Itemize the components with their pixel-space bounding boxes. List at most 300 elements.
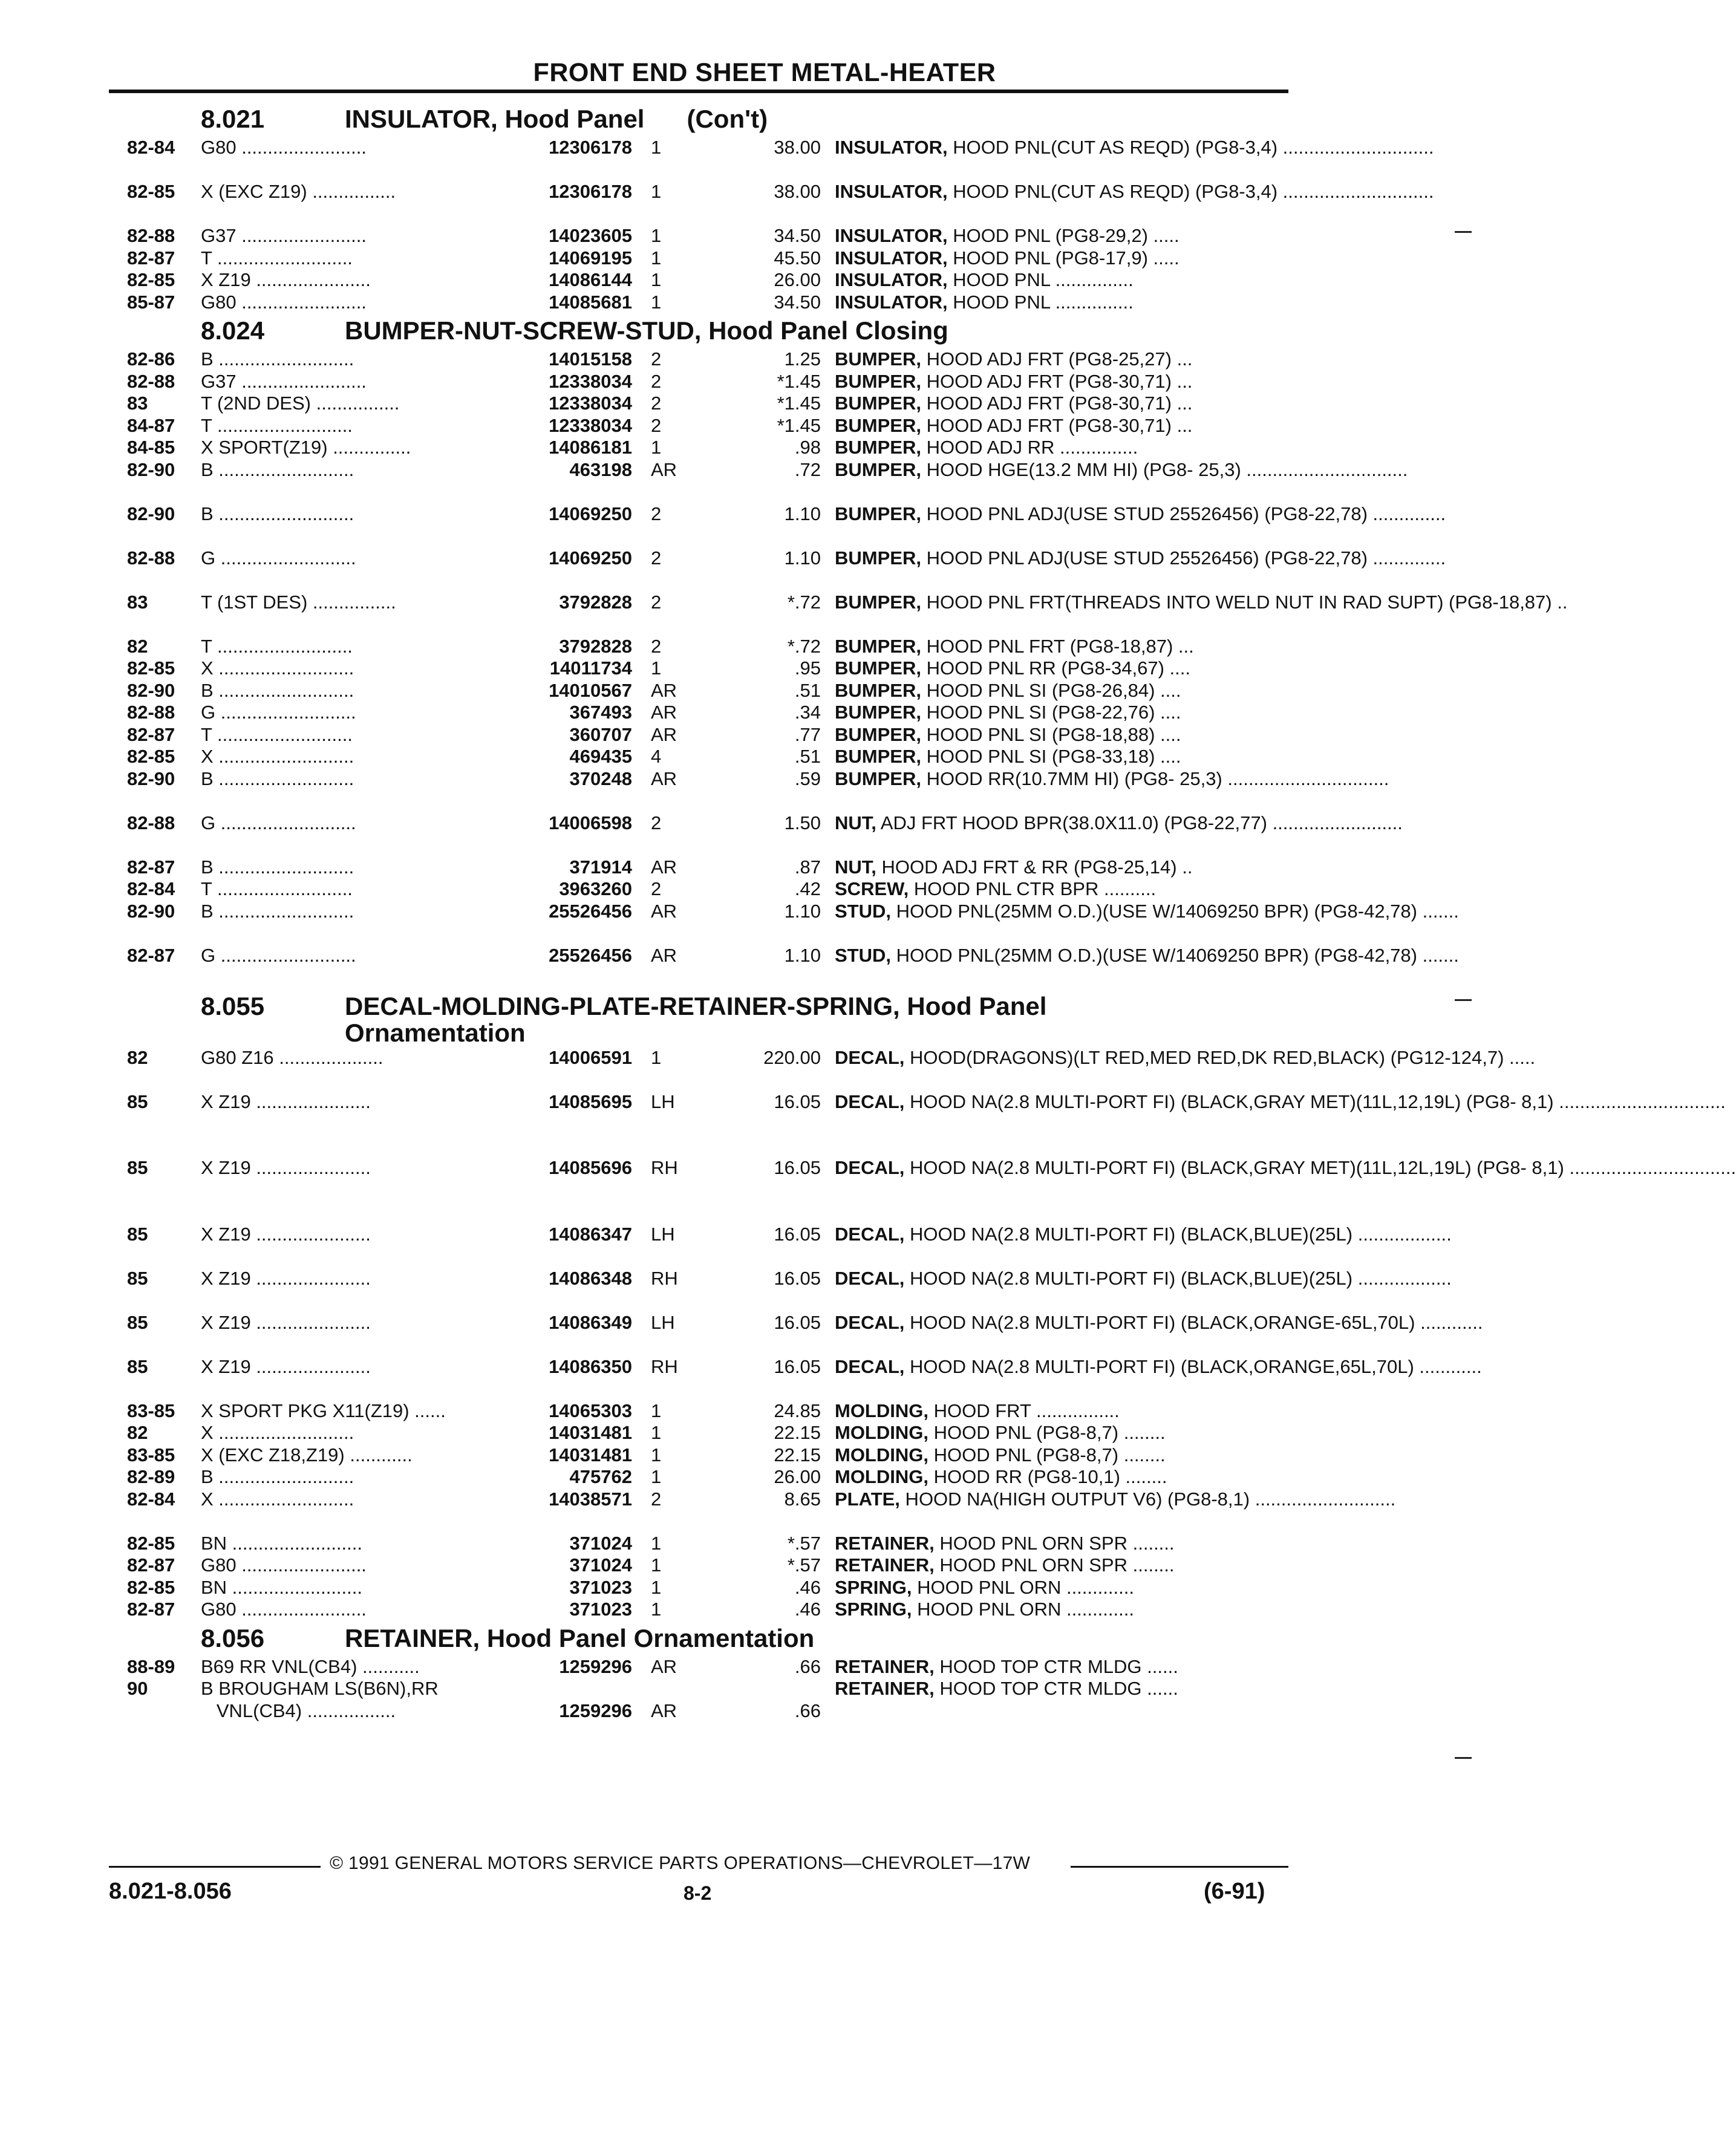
- model-years: 82-87: [127, 944, 175, 966]
- price: 1.10: [784, 503, 821, 524]
- part-entry: [103, 1599, 1288, 1621]
- description: [835, 1488, 1396, 1511]
- description-keyword: DECAL,: [835, 1223, 905, 1245]
- description-text: [835, 1488, 1396, 1511]
- model-years: 85: [127, 1267, 148, 1289]
- footer-rule-right: [1071, 1866, 1288, 1868]
- description: [835, 437, 1282, 459]
- description-text: [835, 1046, 1536, 1069]
- description-text: [835, 547, 1446, 570]
- usage: BN .........................: [201, 1576, 362, 1598]
- description: [835, 269, 1282, 292]
- footer-edition: (6-91): [1204, 1879, 1265, 1904]
- description: [835, 1091, 1726, 1113]
- description-keyword: RETAINER,: [835, 1655, 935, 1677]
- model-years: 82-90: [127, 503, 175, 524]
- description-keyword: BUMPER,: [835, 414, 921, 436]
- model-years: 82: [127, 1046, 148, 1068]
- part-number: 371024: [569, 1554, 632, 1576]
- part-number: 14015158: [549, 348, 632, 370]
- part-entry: [103, 437, 1288, 459]
- description-keyword: MOLDING,: [835, 1466, 928, 1487]
- usage: X Z19 ......................: [201, 1267, 371, 1289]
- model-years: 85: [127, 1311, 148, 1333]
- model-years: 83-85: [127, 1444, 175, 1466]
- description: [835, 458, 1408, 481]
- description-keyword: BUMPER,: [835, 458, 921, 480]
- description: [835, 1444, 1282, 1467]
- description-text: [835, 856, 1282, 879]
- price: 26.00: [774, 1466, 821, 1487]
- part-entry: [103, 1267, 1452, 1312]
- model-years: 85: [127, 1091, 148, 1112]
- description-text: [835, 1422, 1282, 1444]
- description-text: [835, 1599, 1282, 1621]
- model-years: 82-90: [127, 458, 175, 480]
- price: 1.10: [784, 944, 821, 966]
- price: 16.05: [774, 1355, 821, 1377]
- usage: X ..........................: [201, 1422, 354, 1443]
- quantity: AR: [651, 458, 677, 480]
- model-years: 83: [127, 591, 148, 613]
- model-years: 85-87: [127, 291, 175, 313]
- description-keyword: DECAL,: [835, 1046, 905, 1068]
- description: [835, 371, 1282, 393]
- price: .77: [794, 723, 821, 745]
- part-number: 371024: [569, 1532, 632, 1554]
- description-text: [835, 724, 1282, 746]
- part-entry: [103, 348, 1288, 371]
- quantity: AR: [651, 1700, 677, 1721]
- description-keyword: MOLDING,: [835, 1400, 928, 1421]
- part-number: 1259296: [559, 1700, 632, 1721]
- part-number: 14086144: [549, 269, 632, 290]
- part-number: 14069250: [549, 547, 632, 569]
- part-number: 371914: [569, 856, 632, 878]
- description-detail: HOOD PNL(25MM O.D.)(USE W/14069250 BPR) (PG8-42,78) .......: [891, 900, 1459, 922]
- price: 22.15: [774, 1422, 821, 1443]
- quantity: 2: [651, 591, 662, 613]
- quantity: 1: [651, 1466, 662, 1487]
- price: .46: [794, 1576, 821, 1598]
- description-detail: HOOD NA(2.8 MULTI-PORT FI) (BLACK,BLUE)(25L) ..................: [904, 1223, 1452, 1245]
- description-text: [835, 503, 1446, 526]
- part-number: 3963260: [559, 878, 632, 899]
- part-number: 3792828: [559, 635, 632, 657]
- description-keyword: BUMPER,: [835, 547, 921, 569]
- section-header: [103, 313, 1288, 348]
- part-entry: [103, 181, 1434, 225]
- description-detail: HOOD PNL RR (PG8-34,67) ....: [921, 657, 1190, 679]
- description-keyword: BUMPER,: [835, 746, 921, 767]
- part-entry: [103, 636, 1288, 658]
- price: .34: [794, 702, 821, 723]
- description-detail: HOOD PNL(CUT AS REQD) (PG8-3,4) .............................: [947, 137, 1434, 158]
- part-number: 367493: [569, 702, 632, 723]
- usage: B69 RR VNL(CB4) ...........: [201, 1655, 420, 1677]
- usage: G ..........................: [201, 547, 356, 569]
- usage: T ..........................: [201, 635, 353, 657]
- part-number: 14023605: [549, 225, 632, 246]
- part-entry: [103, 1355, 1482, 1400]
- description: [835, 1223, 1452, 1246]
- description-keyword: BUMPER,: [835, 702, 921, 723]
- usage: T (2ND DES) ................: [201, 393, 400, 414]
- quantity: 2: [651, 812, 662, 833]
- price: 38.00: [774, 181, 821, 202]
- usage: G80 ........................: [201, 137, 367, 158]
- part-entry: [103, 415, 1288, 437]
- part-entry: [103, 944, 1459, 989]
- description-keyword: DECAL,: [835, 1267, 905, 1289]
- description: [835, 1656, 1282, 1678]
- quantity: 1: [651, 1576, 662, 1598]
- parts-catalog: [103, 102, 1736, 1722]
- quantity: 2: [651, 370, 662, 392]
- quantity: 1: [651, 657, 662, 679]
- description-keyword: INSULATOR,: [835, 181, 948, 202]
- description-detail: HOOD RR(10.7MM HI) (PG8- 25,3) ...............................: [921, 768, 1389, 789]
- description-keyword: BUMPER,: [835, 723, 921, 745]
- quantity: AR: [651, 900, 677, 922]
- description-keyword: RETAINER,: [835, 1678, 935, 1699]
- footer-page-number: 8-2: [684, 1882, 712, 1904]
- margin-tick: [1455, 999, 1472, 1001]
- part-number: 14086347: [549, 1223, 632, 1245]
- part-number: 469435: [569, 746, 632, 767]
- description-keyword: NUT,: [835, 856, 876, 878]
- description-text: [835, 1223, 1452, 1246]
- usage: X Z19 ......................: [201, 1223, 371, 1245]
- description-detail: HOOD PNL ORN SPR ........: [934, 1532, 1175, 1554]
- quantity: 1: [651, 1422, 662, 1443]
- part-number: 14085696: [549, 1157, 632, 1178]
- quantity: 2: [651, 348, 662, 370]
- model-years: 82-90: [127, 900, 175, 922]
- model-years: 85: [127, 1157, 148, 1178]
- price: .95: [794, 657, 821, 679]
- part-entry: [103, 1577, 1288, 1599]
- description-text: [835, 415, 1282, 437]
- quantity: 2: [651, 503, 662, 524]
- description: [835, 1533, 1282, 1555]
- part-number: 360707: [569, 723, 632, 745]
- description-text: [835, 371, 1282, 393]
- usage: T ..........................: [201, 723, 353, 745]
- margin-tick: [1455, 231, 1472, 233]
- description: [835, 746, 1282, 768]
- usage: B BROUGHAM LS(B6N),RR VNL(CB4) .................: [201, 1678, 439, 1721]
- description: [835, 415, 1282, 437]
- quantity: 2: [651, 414, 662, 436]
- title-rule: [109, 90, 1288, 93]
- usage: X (EXC Z19) ................: [201, 181, 396, 202]
- usage: X ..........................: [201, 1488, 354, 1510]
- part-number: 14069250: [549, 503, 632, 524]
- usage: B ..........................: [201, 856, 354, 878]
- part-number: 370248: [569, 768, 632, 789]
- part-entry: [103, 1533, 1288, 1555]
- description-keyword: INSULATOR,: [835, 247, 948, 269]
- description: [835, 1466, 1282, 1488]
- description-detail: HOOD PNL SI (PG8-26,84) ....: [921, 679, 1181, 701]
- quantity: 2: [651, 547, 662, 569]
- part-number: 12338034: [549, 370, 632, 392]
- quantity: 1: [651, 437, 662, 458]
- quantity: AR: [651, 856, 677, 878]
- usage: T ..........................: [201, 414, 353, 436]
- description: [835, 900, 1459, 923]
- part-number: 12338034: [549, 393, 632, 414]
- section-title: RETAINER, Hood Panel Ornamentation: [345, 1623, 815, 1652]
- model-years: 82-90: [127, 768, 175, 789]
- description: [835, 812, 1403, 835]
- description-keyword: DECAL,: [835, 1157, 905, 1178]
- usage: X ..........................: [201, 746, 354, 767]
- quantity: RH: [651, 1355, 678, 1377]
- model-years: 82-87: [127, 247, 175, 269]
- section-title: DECAL-MOLDING-PLATE-RETAINER-SPRING, Hood Panel Ornamentation: [345, 991, 1054, 1047]
- usage: G80 Z16 ....................: [201, 1046, 383, 1068]
- description-text: [835, 900, 1459, 923]
- usage: B ..........................: [201, 900, 354, 922]
- description-detail: HOOD PNL(CUT AS REQD) (PG8-3,4) .............................: [947, 181, 1434, 202]
- model-years: 82-85: [127, 1532, 175, 1554]
- description-text: [835, 1157, 1736, 1179]
- quantity: 2: [651, 635, 662, 657]
- part-number: 25526456: [549, 900, 632, 922]
- model-years: 82-85: [127, 657, 175, 679]
- description-detail: HOOD PNL (PG8-8,7) ........: [928, 1444, 1166, 1466]
- section-title: BUMPER-NUT-SCREW-STUD, Hood Panel Closing: [345, 316, 948, 345]
- description: [835, 1400, 1282, 1423]
- usage: G80 ........................: [201, 1599, 367, 1620]
- part-number: 371023: [569, 1599, 632, 1620]
- footer-section-range: 8.021-8.056: [109, 1879, 232, 1904]
- description-detail: HOOD PNL ORN .............: [912, 1576, 1134, 1598]
- price: *1.45: [777, 370, 821, 392]
- description: [835, 1046, 1536, 1069]
- description-text: [835, 1400, 1282, 1423]
- price: 1.10: [784, 900, 821, 922]
- quantity: 1: [651, 1599, 662, 1620]
- description-detail: HOOD ADJ FRT & RR (PG8-25,14) ..: [876, 856, 1193, 878]
- description-text: [835, 1533, 1282, 1555]
- usage: G ..........................: [201, 812, 356, 833]
- model-years: 82-85: [127, 1576, 175, 1598]
- description-text: [835, 348, 1282, 371]
- price: 24.85: [774, 1400, 821, 1421]
- description: [835, 1554, 1282, 1577]
- section-number: 8.021: [201, 105, 265, 133]
- description-detail: HOOD NA(2.8 MULTI-PORT FI) (BLACK,BLUE)(25L) ..................: [904, 1267, 1452, 1289]
- model-years: 82-88: [127, 225, 175, 246]
- part-entry: [103, 1678, 1288, 1722]
- description-text: [835, 247, 1282, 270]
- page-title: FRONT END SHEET METAL-HEATER: [533, 58, 996, 87]
- part-number: 12306178: [549, 137, 632, 158]
- description-keyword: MOLDING,: [835, 1422, 928, 1443]
- model-years: 82-87: [127, 723, 175, 745]
- part-number: 12306178: [549, 181, 632, 202]
- description-text: [835, 1091, 1726, 1113]
- price: .98: [794, 437, 821, 458]
- description: [835, 1577, 1282, 1599]
- quantity: 1: [651, 1400, 662, 1421]
- part-entry: [103, 1091, 1726, 1158]
- part-number: 14031481: [549, 1422, 632, 1443]
- quantity: LH: [651, 1311, 675, 1333]
- price: 16.05: [774, 1223, 821, 1245]
- description-detail: HOOD PNL (PG8-29,2) .....: [947, 225, 1180, 246]
- description: [835, 137, 1434, 159]
- price: .51: [794, 679, 821, 701]
- description: [835, 1267, 1452, 1290]
- description-detail: HOOD PNL SI (PG8-22,76) ....: [921, 702, 1181, 723]
- description: [835, 1311, 1483, 1334]
- model-years: 88-89: [127, 1655, 175, 1677]
- description-detail: HOOD NA(2.8 MULTI-PORT FI) (BLACK,ORANGE-65L,70L) ............: [904, 1311, 1483, 1333]
- price: 16.05: [774, 1311, 821, 1333]
- description-text: [835, 458, 1408, 481]
- description-keyword: DECAL,: [835, 1355, 905, 1377]
- usage: B ..........................: [201, 348, 354, 370]
- model-years: 82-84: [127, 878, 175, 899]
- usage: X Z19 ......................: [201, 1157, 371, 1178]
- part-number: 14086348: [549, 1267, 632, 1289]
- section-title: INSULATOR, Hood Panel (Con't): [345, 105, 768, 133]
- model-years: 82-85: [127, 746, 175, 767]
- description-text: [835, 181, 1434, 203]
- price: 34.50: [774, 225, 821, 246]
- usage: X Z19 ......................: [201, 269, 371, 290]
- quantity: 1: [651, 181, 662, 202]
- quantity: 1: [651, 1554, 662, 1576]
- description: [835, 636, 1282, 658]
- description-detail: HOOD ADJ FRT (PG8-30,71) ...: [921, 393, 1193, 414]
- description-text: [835, 137, 1434, 159]
- description: [835, 348, 1282, 371]
- description-detail: HOOD NA(2.8 MULTI-PORT FI) (BLACK,ORANGE,65L,70L) ............: [904, 1355, 1482, 1377]
- description-keyword: INSULATOR,: [835, 291, 948, 313]
- description-keyword: RETAINER,: [835, 1554, 935, 1576]
- description: [835, 1678, 1282, 1700]
- description-detail: HOOD PNL SI (PG8-18,88) ....: [921, 723, 1181, 745]
- section-header: [103, 989, 1288, 1047]
- description-detail: HOOD TOP CTR MLDG ......: [934, 1678, 1178, 1699]
- quantity: 1: [651, 1532, 662, 1554]
- part-number: 371023: [569, 1576, 632, 1598]
- description-text: [835, 1444, 1282, 1467]
- price: .46: [794, 1599, 821, 1620]
- model-years: 82-88: [127, 547, 175, 569]
- usage: G37 ........................: [201, 225, 367, 246]
- part-entry: [103, 1223, 1452, 1268]
- description-detail: HOOD FRT ................: [928, 1400, 1120, 1421]
- section-header: [103, 102, 1288, 137]
- description-detail: HOOD PNL ...............: [947, 269, 1134, 290]
- usage: X Z19 ......................: [201, 1091, 371, 1112]
- description-keyword: BUMPER,: [835, 679, 921, 701]
- part-entry: [103, 547, 1446, 592]
- part-number: 14006598: [549, 812, 632, 833]
- model-years: 82-90: [127, 679, 175, 701]
- usage: B ..........................: [201, 1466, 354, 1487]
- description: [835, 702, 1282, 724]
- price: 16.05: [774, 1157, 821, 1178]
- quantity: AR: [651, 679, 677, 701]
- description-keyword: BUMPER,: [835, 393, 921, 414]
- description: [835, 856, 1282, 879]
- model-years: 82-84: [127, 1488, 175, 1510]
- quantity: 1: [651, 291, 662, 313]
- description-text: [835, 393, 1282, 415]
- usage: X SPORT PKG X11(Z19) ......: [201, 1400, 446, 1421]
- description-keyword: BUMPER,: [835, 370, 921, 392]
- usage: X Z19 ......................: [201, 1355, 371, 1377]
- part-entry: [103, 1488, 1396, 1533]
- quantity: 1: [651, 1046, 662, 1068]
- part-entry: [103, 702, 1288, 724]
- part-number: 14069195: [549, 247, 632, 269]
- description-detail: HOOD NA(HIGH OUTPUT V6) (PG8-8,1) ...........................: [899, 1488, 1396, 1510]
- price: 8.65: [784, 1488, 821, 1510]
- description: [835, 1422, 1282, 1444]
- price: .72: [794, 458, 821, 480]
- part-entry: [103, 680, 1288, 702]
- usage: B ..........................: [201, 458, 354, 480]
- part-entry: [103, 1656, 1288, 1678]
- price: *.72: [787, 591, 821, 613]
- price: 1.10: [784, 547, 821, 569]
- description-detail: HOOD NA(2.8 MULTI-PORT FI) (BLACK,GRAY MET)(11L,12L,19L) (PG8- 8,1) ................................: [904, 1157, 1736, 1178]
- description-detail: HOOD PNL (PG8-8,7) ........: [928, 1422, 1166, 1443]
- price: *1.45: [777, 393, 821, 414]
- description-text: [835, 768, 1389, 791]
- quantity: 1: [651, 247, 662, 269]
- description-detail: HOOD ADJ FRT (PG8-25,27) ...: [921, 348, 1193, 370]
- part-number: 14085681: [549, 291, 632, 313]
- quantity: 2: [651, 1488, 662, 1510]
- usage: X (EXC Z18,Z19) ............: [201, 1444, 413, 1466]
- description: [835, 292, 1282, 314]
- usage: X SPORT(Z19) ...............: [201, 437, 411, 458]
- usage: X Z19 ......................: [201, 1311, 371, 1333]
- description: [835, 878, 1282, 901]
- part-entry: [103, 657, 1288, 680]
- part-entry: [103, 1400, 1288, 1423]
- model-years: 82-87: [127, 1554, 175, 1576]
- model-years: 82-85: [127, 269, 175, 290]
- usage: B ..........................: [201, 503, 354, 524]
- description-detail: HOOD TOP CTR MLDG ......: [934, 1655, 1178, 1677]
- usage: T (1ST DES) ................: [201, 591, 396, 613]
- description-detail: HOOD PNL ORN .............: [912, 1599, 1134, 1620]
- price: .59: [794, 768, 821, 789]
- part-entry: [103, 137, 1434, 181]
- model-years: 84-85: [127, 437, 175, 458]
- description: [835, 393, 1282, 415]
- description: [835, 1157, 1736, 1179]
- part-entry: [103, 393, 1288, 415]
- quantity: 1: [651, 225, 662, 246]
- description-text: [835, 746, 1282, 768]
- price: 34.50: [774, 291, 821, 313]
- description: [835, 680, 1282, 702]
- description-detail: HOOD RR (PG8-10,1) ........: [928, 1466, 1167, 1487]
- description-text: [835, 636, 1282, 658]
- price: .66: [794, 1700, 821, 1721]
